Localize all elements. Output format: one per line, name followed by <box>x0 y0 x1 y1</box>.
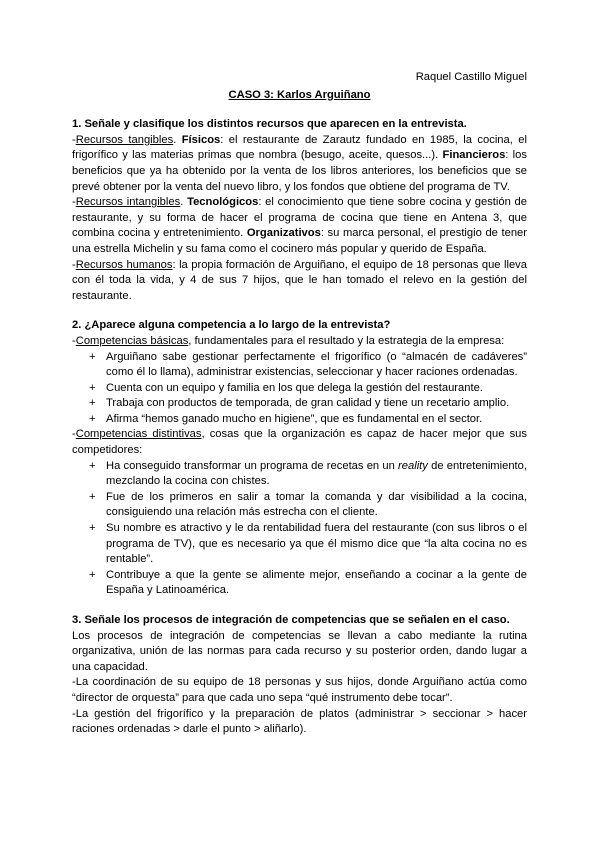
document-page <box>72 70 527 738</box>
list-item <box>89 459 527 490</box>
list-item <box>89 490 527 521</box>
dash: - <box>72 428 76 441</box>
plus-bullet: + <box>89 397 96 410</box>
basic-competencies-label: Competencias básicas <box>75 334 189 347</box>
plus-bullet: + <box>89 522 96 535</box>
list-item <box>89 381 527 397</box>
list-item-text: de entretenimiento, mezclando la cocina con chistes. <box>106 459 527 488</box>
technological-text: : el conocimiento que tiene sobre cocina y gestión de restaurante, y su forma de hacer el programa de cocina que tiene en Antena 3, que combina cocina y entretenimiento. <box>72 196 528 240</box>
technological-label: Tecnológicos <box>187 196 259 209</box>
resources-human-paragraph <box>72 258 527 305</box>
basic-competencies-list <box>72 350 527 428</box>
organizational-label: Organizativos <box>246 227 321 240</box>
list-item <box>89 350 527 381</box>
list-item-text: Fue de los primeros en salir a tomar la comanda y dar visibilidad a la cocina, consiguiendo una relación más estrecha con el cliente. <box>106 490 527 519</box>
question-2-heading: 2. ¿Aparece alguna competencia a lo largo de la entrevista? <box>72 319 391 332</box>
dash: - <box>72 133 76 146</box>
distinctive-competencies-list <box>72 459 527 599</box>
resources-intangible-label: Recursos intangibles <box>75 196 181 209</box>
list-item-text: Arguiñano sabe gestionar perfectamente el frigorífico (o “almacén de cadáveres” como él lo llama), administrar existencias, seleccionar y hacer raciones ordenadas. <box>106 350 527 379</box>
dash: - <box>72 196 76 209</box>
basic-competencies-text: , fundamentales para el resultado y la estrategia de la empresa: <box>188 334 505 347</box>
dash: - <box>72 334 76 347</box>
resources-human-text: : la propia formación de Arguiñano, el equipo de 18 personas que lleva con él toda la vida, y 4 de sus 7 hijos, que le han tomado el relevo en la gestión del restaurante. <box>72 258 527 302</box>
list-item-text: Contribuye a que la gente se alimente mejor, enseñando a cocinar a la gente de España y Latinoamérica. <box>106 568 527 597</box>
list-item-text: Su nombre es atractivo y le da rentabilidad fuera del restaurante (con sus libros o el programa de TV), que es necesario ya que él mismo dice que “la alta cocina no es rentable”. <box>106 522 527 566</box>
list-item-text: Cuenta con un equipo y familia en los que delega la gestión del restaurante. <box>106 381 483 394</box>
list-item-text: Afirma “hemos ganado mucho en higiene”, que es fundamental en el sector. <box>106 412 483 425</box>
question-3-heading: 3. Señale los procesos de integración de competencias que se señalen en el caso. <box>72 614 510 626</box>
resources-tangible-label: Recursos tangibles <box>75 133 174 146</box>
distinctive-competencies-text: , cosas que la organización es capaz de hacer mejor que sus competidores: <box>72 428 527 457</box>
financial-label: Financieros <box>442 149 506 162</box>
plus-bullet: + <box>89 459 96 472</box>
list-item-text: Trabaja con productos de temporada, de gran calidad y tiene un recetario amplio. <box>106 397 510 410</box>
document-title: CASO 3: Karlos Arguiñano <box>228 88 371 101</box>
resources-intangible-paragraph <box>72 195 527 257</box>
author-name: Raquel Castillo Miguel <box>415 71 527 83</box>
list-item <box>89 521 527 568</box>
organizational-text: : su marca personal, el prestigio de tener una estrella Michelin y su fama como el cocinero más popular y querido de España. <box>72 227 527 255</box>
reality-term: reality <box>398 459 428 472</box>
distinctive-competencies-label: Competencias distintivas <box>75 428 202 441</box>
list-item-text: Ha conseguido transformar un programa de recetas en un <box>106 459 399 472</box>
separator: . <box>180 196 188 209</box>
basic-competencies-paragraph <box>72 334 527 350</box>
plus-bullet: + <box>89 412 96 425</box>
dash: - <box>72 258 76 271</box>
list-item <box>89 568 527 599</box>
plus-bullet: + <box>89 350 96 363</box>
resources-human-label: Recursos humanos <box>75 258 173 271</box>
plus-bullet: + <box>89 381 96 394</box>
resources-tangible-paragraph <box>72 133 527 195</box>
integration-paragraph: Los procesos de integración de competencias se llevan a cabo mediante la rutina organizativa, unión de las normas para cada recurso y su posterior orden, dando lugar a una capacidad. <box>72 629 527 673</box>
separator: . <box>173 133 182 146</box>
integration-paragraph: -La gestión del frigorífico y la preparación de platos (administrar > seccionar > hacer raciones ordenadas > darle el punto > aliñarlo). <box>72 707 527 736</box>
physical-label: Físicos <box>181 133 221 146</box>
question-1-heading: 1. Señale y clasifique los distintos recursos que aparecen en la entrevista. <box>72 118 467 131</box>
list-item <box>89 396 527 412</box>
physical-text: : el restaurante de Zarautz fundado en 1985, la cocina, el frigorífico y las materias primas que nombra (besugo, aceite, quesos...). <box>72 133 527 162</box>
list-item <box>89 412 527 428</box>
plus-bullet: + <box>89 490 96 503</box>
integration-paragraph: -La coordinación de su equipo de 18 personas y sus hijos, donde Arguiñano actúa como “director de orquesta” para que cada uno sepa “qué instrumento debe tocar”. <box>72 676 527 704</box>
financial-text: : los beneficios que ya ha obtenido por la venta de los libros anteriores, los beneficios que se prevé obtener por la venta del nuevo libro, y los fondos que obtiene del programa de TV. <box>72 149 527 193</box>
distinctive-competencies-paragraph <box>72 427 527 458</box>
plus-bullet: + <box>89 568 96 581</box>
